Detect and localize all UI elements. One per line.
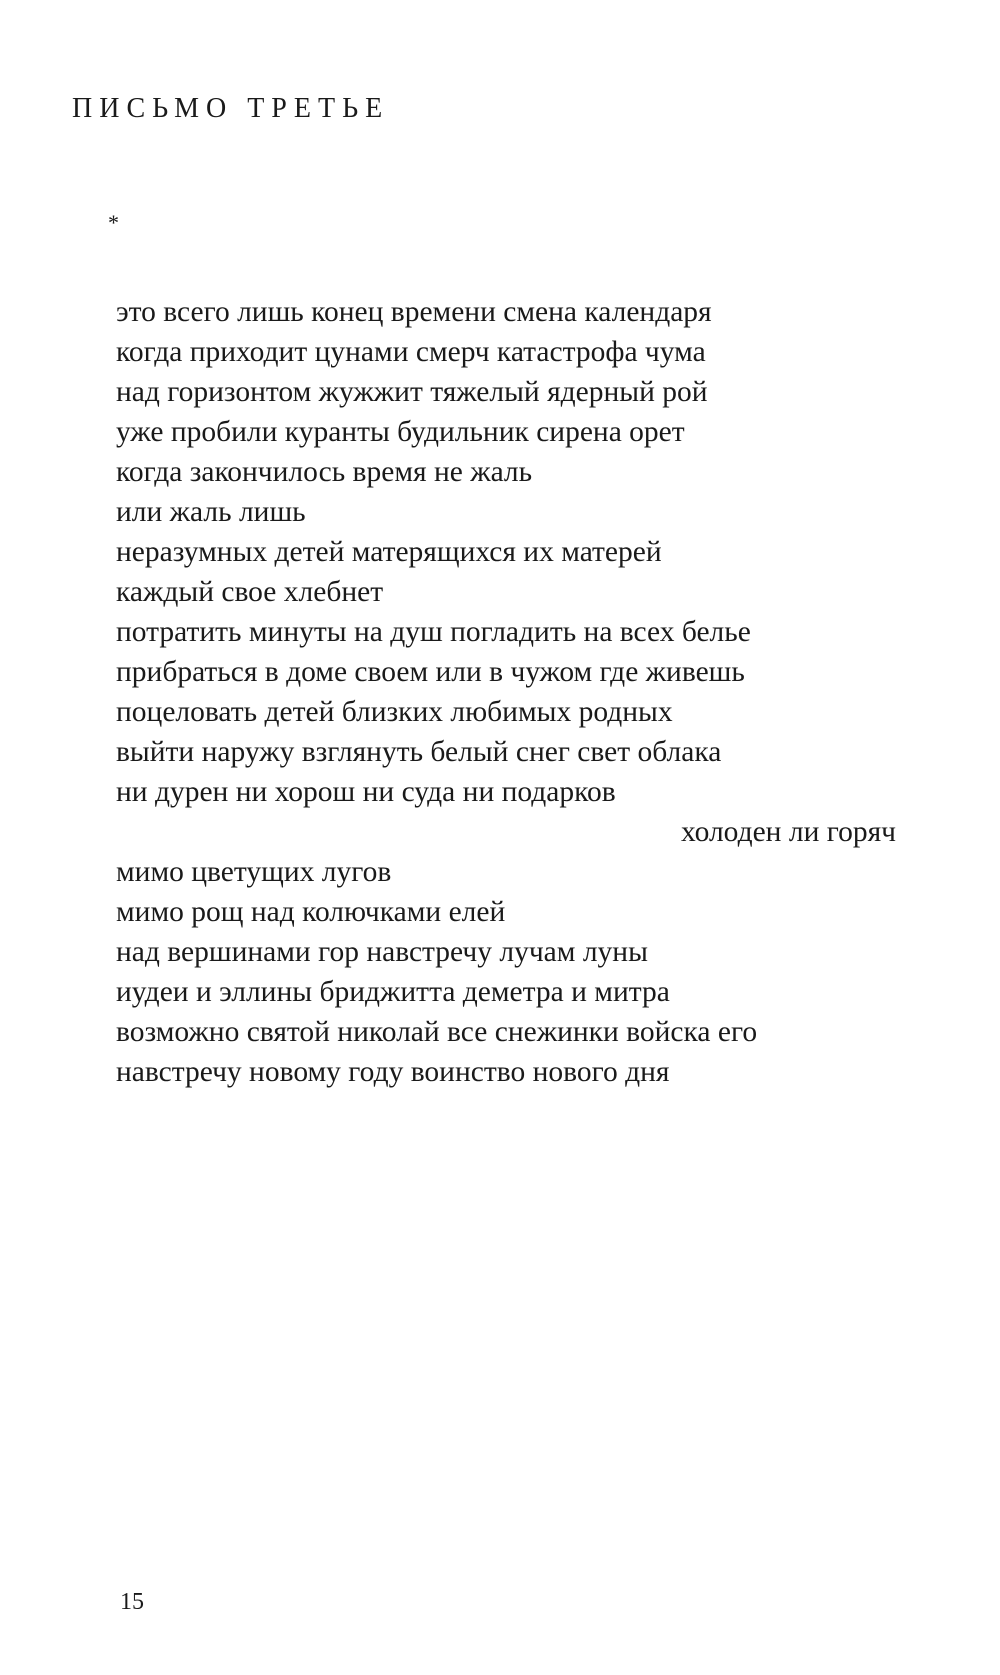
poem-line: над горизонтом жужжит тяжелый ядерный рой (116, 376, 708, 408)
poem-line: когда закончилось время не жаль (116, 456, 533, 488)
page-number: 15 (120, 1589, 144, 1615)
poem-line: ни дурен ни хорош ни суда ни подарков (116, 776, 616, 808)
poem-line: возможно святой николай все снежинки войска его (116, 1016, 758, 1048)
poem-line: мимо рощ над колючками елей (116, 896, 506, 928)
chapter-title: ПИСЬМО ТРЕТЬЕ (72, 93, 390, 124)
poem-line: это всего лишь конец времени смена календаря (116, 296, 712, 328)
poem-line-indented: холоден ли горяч (680, 816, 896, 848)
poem-line: уже пробили куранты будильник сирена орет (116, 416, 685, 448)
poem-line: над вершинами гор навстречу лучам луны (116, 936, 648, 968)
poem-line: каждый свое хлебнет (116, 576, 384, 608)
poem-line: или жаль лишь (116, 496, 306, 528)
poem-line: поцеловать детей близких любимых родных (116, 696, 673, 728)
poem-text (116, 292, 896, 1092)
poem-line: выйти наружу взглянуть белый снег свет облака (116, 736, 722, 768)
poem-line: прибраться в доме своем или в чужом где живешь (116, 656, 745, 688)
poem-line: иудеи и эллины бриджитта деметра и митра (116, 976, 670, 1008)
asterisk-ornament: * (108, 210, 119, 235)
poem-line: потратить минуты на душ погладить на всех белье (116, 616, 751, 648)
poem-line: когда приходит цунами смерч катастрофа чума (116, 336, 706, 368)
poem-line: мимо цветущих лугов (116, 856, 392, 888)
poem-line: неразумных детей матерящихся их матерей (116, 536, 662, 568)
poem-line: навстречу новому году воинство нового дня (116, 1056, 670, 1088)
